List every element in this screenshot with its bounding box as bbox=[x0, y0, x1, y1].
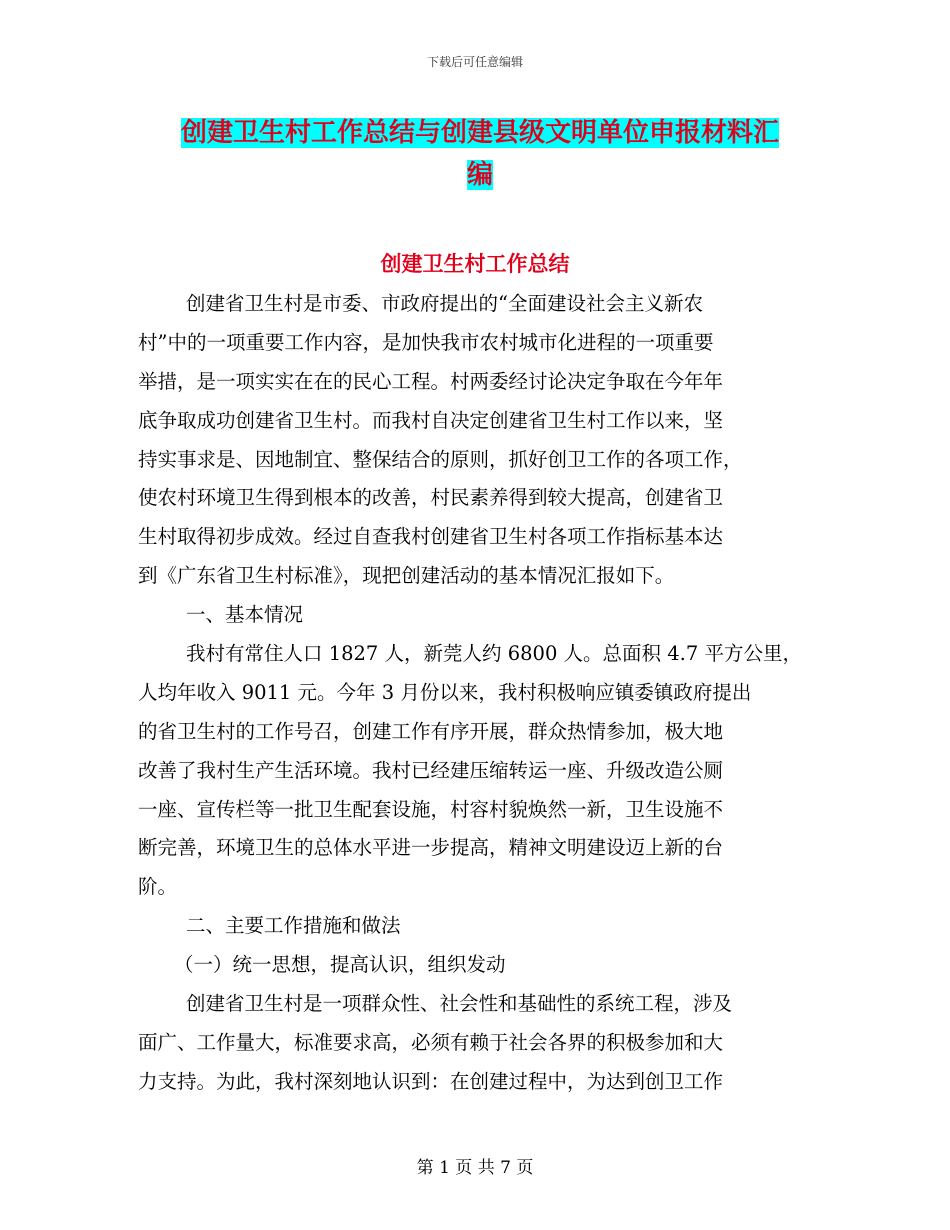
text-line: 力支持。为此，我村深刻地认识到：在创建过程中，为达到创卫工作 bbox=[138, 1069, 724, 1093]
header-note: 下载后可任意编辑 bbox=[426, 55, 523, 69]
section-title: 创建卫生村工作总结 bbox=[380, 251, 570, 276]
text-line: 的省卫生村的工作号召，创建工作有序开展，群众热情参加，极大地 bbox=[138, 719, 724, 743]
text-line: 人均年收入 9011 元。今年 3 月份以来，我村积极响应镇委镇政府提出 bbox=[138, 680, 752, 704]
document-title bbox=[140, 112, 820, 196]
text-line: 面广、工作量大，标准要求高，必须有赖于社会各界的积极参加和大 bbox=[138, 1030, 724, 1054]
text-line: 村”中的一项重要工作内容，是加快我市农村城市化进程的一项重要 bbox=[138, 330, 714, 354]
page-footer: 第 1 页 共 7 页 bbox=[416, 1158, 534, 1178]
text-line: 生村取得初步成效。经过自查我村创建省卫生村各项工作指标基本达 bbox=[138, 525, 724, 549]
text-line: 改善了我村生产生活环境。我村已经建压缩转运一座、升级改造公厕 bbox=[138, 758, 724, 782]
body-text bbox=[138, 285, 818, 1102]
text-line: 创建省卫生村是一项群众性、社会性和基础性的系统工程，涉及 bbox=[186, 992, 733, 1016]
text-line: 持实事求是、因地制宜、整保结合的原则，抓好创卫工作的各项工作， bbox=[138, 447, 743, 471]
document-title-line-1: 创建卫生村工作总结与创建县级文明单位申报材料汇 bbox=[180, 118, 779, 148]
text-line: 二、主要工作措施和做法 bbox=[186, 914, 401, 938]
text-line: （一）统一思想，提高认识，组织发动 bbox=[174, 953, 506, 977]
text-line: 一、基本情况 bbox=[186, 603, 304, 627]
text-line: 我村有常住人口 1827 人，新莞人约 6800 人。总面积 4.7 平方公里， bbox=[186, 642, 802, 666]
text-line: 创建省卫生村是市委、市政府提出的“全面建设社会主义新农 bbox=[186, 292, 703, 315]
text-line: 一座、宣传栏等一批卫生配套设施，村容村貌焕然一新，卫生设施不 bbox=[138, 797, 724, 821]
document-title-line-2: 编 bbox=[466, 160, 493, 190]
text-line: 使农村环境卫生得到根本的改善，村民素养得到较大提高，创建省卫 bbox=[138, 486, 724, 510]
text-line: 到《广东省卫生村标准》，现把创建活动的基本情况汇报如下。 bbox=[138, 564, 675, 588]
text-line: 阶。 bbox=[138, 875, 178, 899]
text-line: 底争取成功创建省卫生村。而我村自决定创建省卫生村工作以来，坚 bbox=[138, 408, 724, 432]
text-line: 举措，是一项实实在在的民心工程。村两委经讨论决定争取在今年年 bbox=[138, 369, 724, 393]
text-line: 断完善，环境卫生的总体水平进一步提高，精神文明建设迈上新的台 bbox=[138, 836, 724, 860]
